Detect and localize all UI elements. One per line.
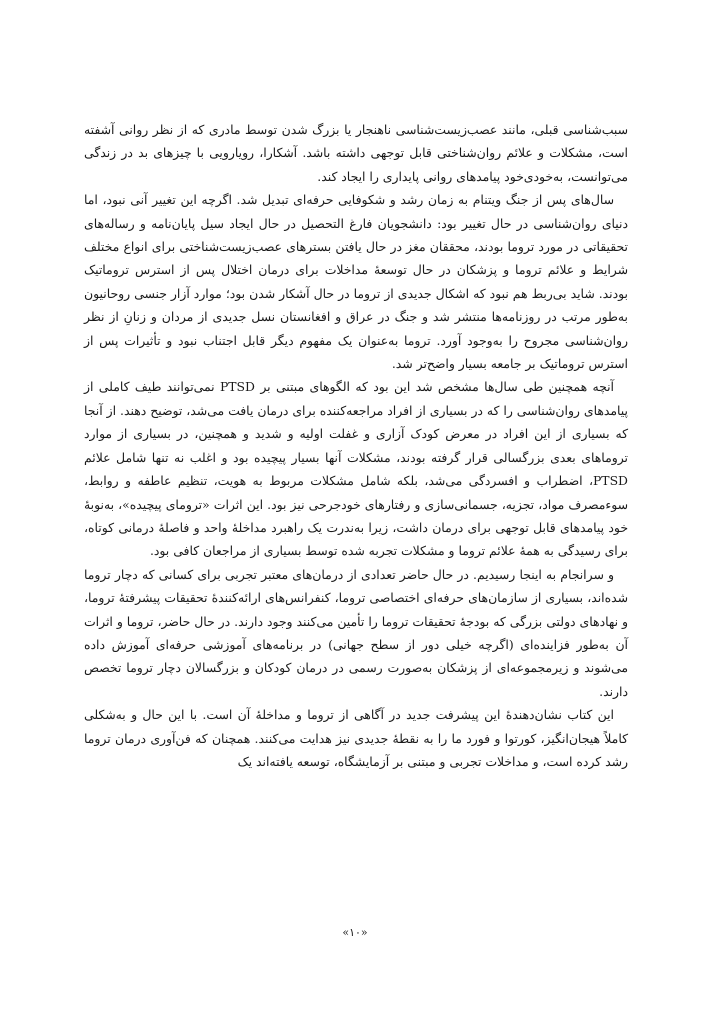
paragraph-1: سبب‌شناسی قبلی، مانند عصب‌زیست‌شناسی ناهنجار یا بزرگ شدن توسط مادری که از نظر روانی آشفته است، مشکلات و علائم روان‌شناختی قابل توجهی داشته باشد. آشکارا، رویارویی با چیزهای بد در زندگی می‌توانست، به‌خودی‌خود پیامدهای روانی پایداری را ایجاد کند.	[84, 122, 628, 184]
paragraph-4: و سرانجام به اینجا رسیدیم. در حال حاضر تعدادی از درمان‌های معتبر تجربی برای کسانی که دچار تروما شده‌اند، بسیاری از سازمان‌های حرفه‌ای اختصاصی تروما، کنفرانس‌های ارائه‌کنندهٔ تحقیقات پیشرفتهٔ تروما، و نهادهای دولتی بزرگی که بودجهٔ تحقیقات تروما را تأمین می‌کنند وجود دارند. در حال حاضر، تروما و اثرات آن به‌طور فزاینده‌ای (اگرچه خیلی دور از سطح جهانی) در برنامه‌های آموزشی حرفه‌ای آموزش داده می‌شوند و زیرمجموعه‌ای از پزشکان به‌صورت رسمی در درمان کودکان و بزرگسالان دچار تروما تخصص دارند.	[84, 566, 628, 699]
paragraph-5: این کتاب نشان‌دهندهٔ این پیشرفت جدید در آگاهی از تروما و مداخلهٔ آن است. با این حال و به‌شکلی کاملاً هیجان‌انگیز، کورتوا و فورد ما را به نقطهٔ جدیدی نیز هدایت می‌کنند. همچنان که فن‌آوری درمان تروما رشد کرده است، و مداخلات تجربی و مبتنی بر آزمایشگاه، توسعه یافته‌اند یک	[84, 707, 628, 769]
body-text	[84, 118, 628, 773]
paragraph-3: آنچه همچنین طی سال‌ها مشخص شد این بود که الگوهای مبتنی بر PTSD نمی‌توانند طیف کاملی از پیامدهای روان‌شناسی را که در بسیاری از افراد مراجعه‌کننده برای درمان یافت می‌شد، توضیح دهند. از آنجا که بسیاری از این افراد در معرض کودک آزاری و غفلت اولیه و شدید و همچنین، در بسیاری از موارد تروماهای بعدی بزرگسالی قرار گرفته بودند، مشکلات آنها بسیار پیچیده بود و اغلب نه تنها شامل علائم PTSD، اضطراب و افسردگی می‌شد، بلکه شامل مشکلات مربوط به هویت، تنظیم عاطفه و روابط، سوءمصرف مواد، تجزیه، جسمانی‌سازی و رفتارهای خودجرحی نیز بود. این اثرات «ترومای پیچیده»، به‌نوبهٔ خود پیامدهای قابل توجهی برای درمان داشت، زیرا به‌ندرت یک راهبرد مداخلهٔ واحد و فاصلهٔ درمانی کوتاه، برای رسیدگی به همهٔ علائم تروما و مشکلات تجربه شده توسط بسیاری از مراجعان کافی بود.	[84, 379, 628, 559]
paragraph-2: سال‌های پس از جنگ ویتنام به زمان رشد و شکوفایی حرفه‌ای تبدیل شد. اگرچه این تغییر آنی نبود، اما دنیای روان‌شناسی در حال تغییر بود: دانشجویان فارغ التحصیل در حال ایجاد سیل پایان‌نامه و رساله‌های تحقیقاتی در مورد تروما بودند، محققان مغز در حال یافتن بسترهای عصب‌زیست‌شناختی برای انواع مختلف شرایط و علائم تروما و پزشکان در حال توسعهٔ مداخلات برای درمان اختلال پس از استرس تروماتیک بودند. شاید بی‌ربط هم نبود که اشکال جدیدی از تروما در حال آشکار شدن بود؛ موارد آزار جنسی روحانیون به‌طور مرتب در روزنامه‌ها منتشر شد و جنگ در عراق و افغانستان نسل جدیدی از مردان و زنانِ از نظر روان‌شناسی مجروح را به‌وجود آورد. تروما به‌عنوان یک مفهوم دیگر قابل اجتناب نبود و تأثیرات پس از استرس تروماتیک بر جامعه بسیار واضح‌تر شد.	[84, 192, 628, 372]
page-number: «۱۰»	[342, 926, 368, 939]
